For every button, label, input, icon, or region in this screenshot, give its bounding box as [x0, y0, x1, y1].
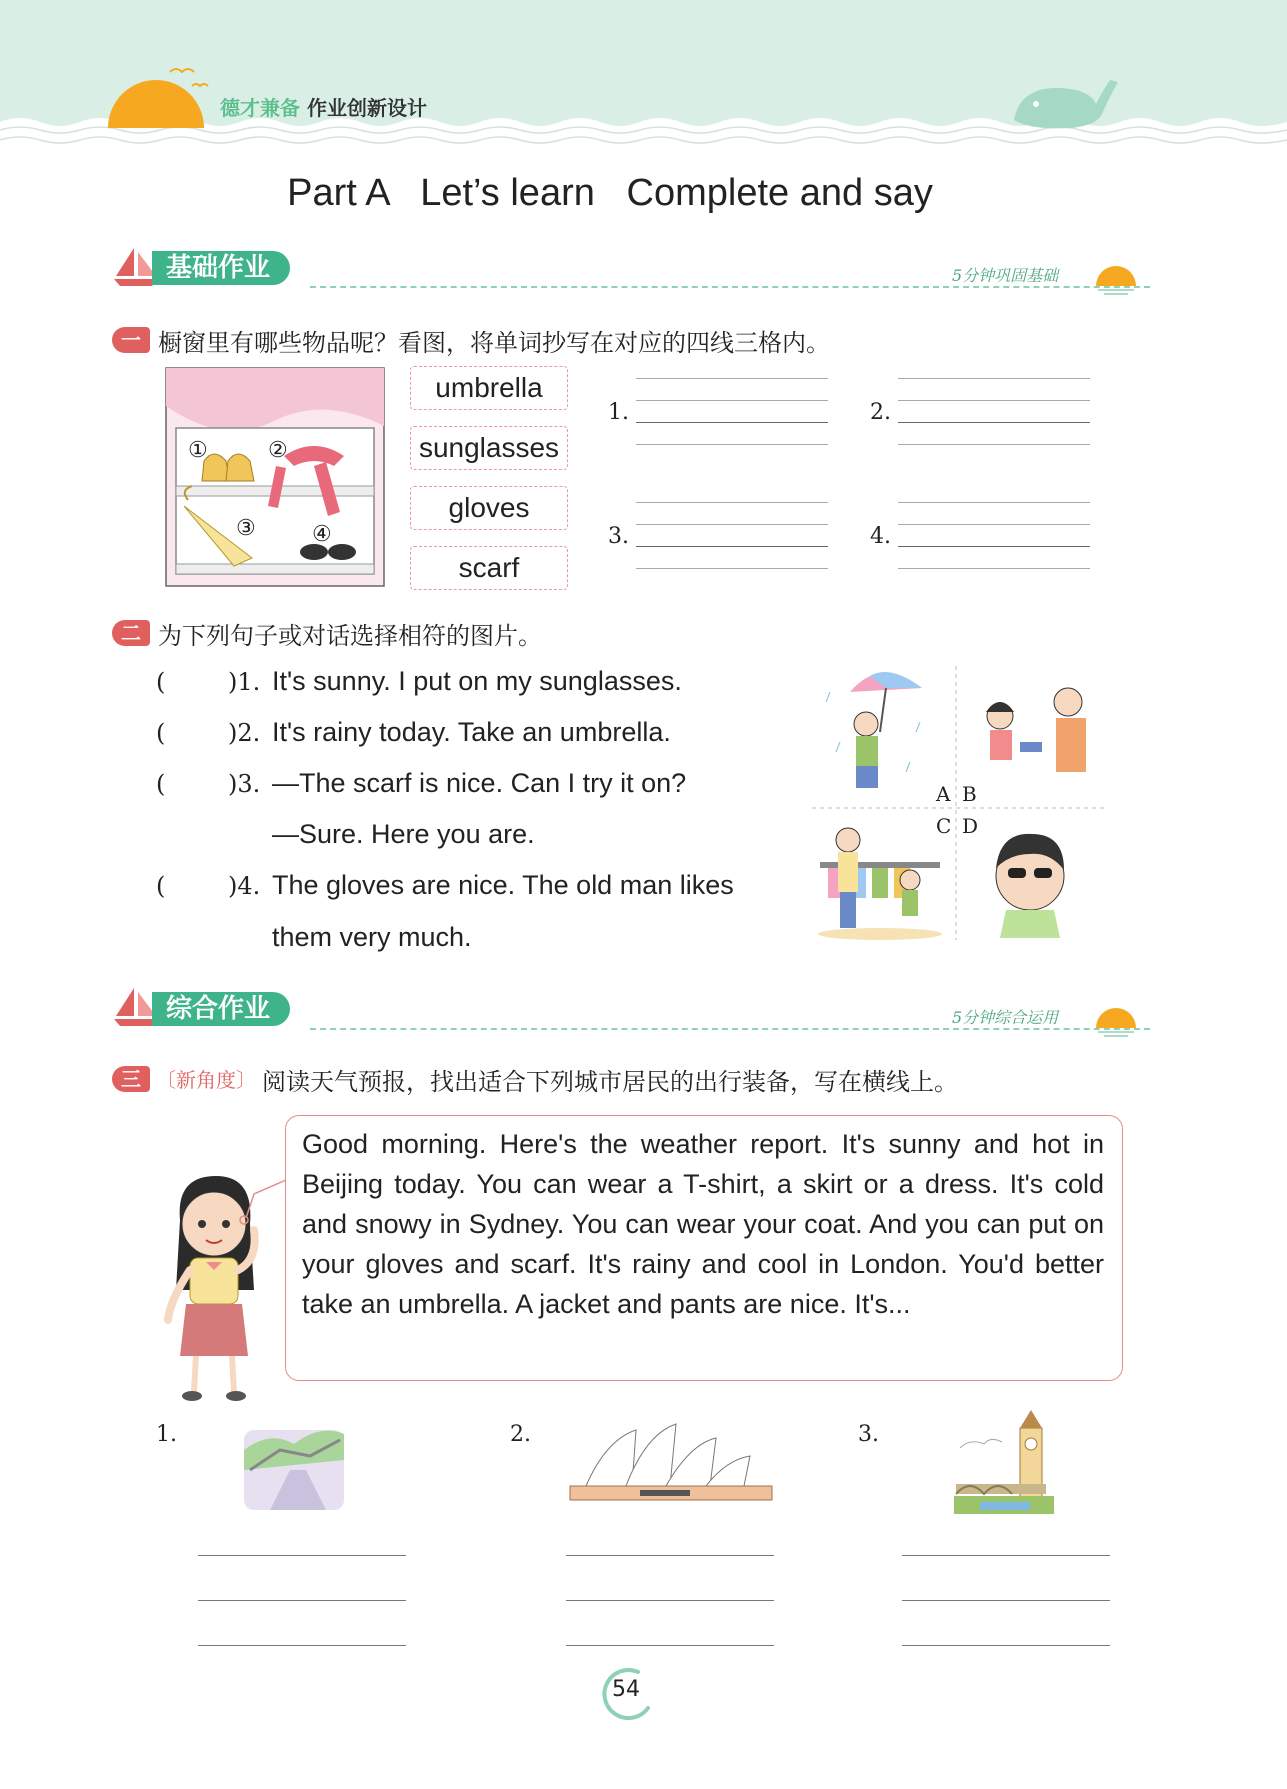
city-number-2: 2.	[510, 1422, 531, 1447]
sentence-3-line-2: —Sure. Here you are.	[272, 819, 535, 849]
picture-label-4: ④	[312, 522, 332, 547]
blank-number-3: 3.	[608, 524, 629, 549]
page-number: 54	[612, 1677, 640, 1702]
brand-black-text: 作业创新设计	[306, 96, 427, 120]
item-number-4: )4.	[228, 872, 261, 900]
answer-line-2a[interactable]	[566, 1555, 774, 1556]
question-3-instruction: 阅读天气预报，找出适合下列城市居民的出行装备，写在横线上。	[262, 1068, 958, 1096]
picture-label-2: ②	[268, 438, 288, 463]
sentence-4-line-1: The gloves are nice. The old man likes	[272, 870, 734, 900]
answer-paren-3[interactable]: (	[156, 770, 166, 798]
item-number-2: )2.	[228, 719, 261, 747]
section-basic-tag: 基础作业	[152, 251, 290, 285]
answer-line-1c[interactable]	[198, 1645, 406, 1646]
small-sun-icon	[1094, 256, 1142, 296]
picture-label-c: C	[936, 814, 952, 838]
sydney-opera-house-illustration	[566, 1420, 776, 1510]
section-divider	[310, 286, 1150, 288]
answer-line-1b[interactable]	[198, 1600, 406, 1601]
item-number-3: )3.	[228, 770, 261, 798]
answer-paren-2[interactable]: (	[156, 719, 166, 747]
answer-paren-4[interactable]: (	[156, 872, 166, 900]
answer-line-1a[interactable]	[198, 1555, 406, 1556]
section-comprehensive-duration: 5分钟综合运用	[952, 1008, 1059, 1027]
brand-label	[220, 92, 427, 121]
weather-report-text: Good morning. Here's the weather report. It's sunny and hot in Beijing today. You can wear a T-shirt, a skirt or a dress. It's cold and snowy in Sydney. You can wear your coat. And you can put on your gloves and scarf. It's rainy and cool in London. You'd better take an umbrella. A jacket and pants are nice. It's...	[302, 1129, 1104, 1319]
word-box-umbrella: umbrella	[410, 366, 568, 410]
answer-line-2c[interactable]	[566, 1645, 774, 1646]
question-1-instruction: 橱窗里有哪些物品呢？看图，将单词抄写在对应的四线三格内。	[158, 329, 830, 357]
city-number-3: 3.	[858, 1422, 879, 1447]
section-basic-duration: 5分钟巩固基础	[952, 266, 1059, 285]
item-number-1: )1.	[228, 668, 261, 696]
question-1-badge: 一	[112, 327, 150, 353]
writing-grid-2[interactable]	[898, 378, 1090, 446]
blank-number-1: 1.	[608, 400, 629, 425]
sentence-4-line-2: them very much.	[272, 922, 472, 952]
sentence-3-line-1: —The scarf is nice. Can I try it on?	[272, 768, 687, 798]
blank-number-2: 2.	[870, 400, 891, 425]
writing-grid-3[interactable]	[636, 502, 828, 570]
section-divider-2	[310, 1028, 1150, 1030]
blank-number-4: 4.	[870, 524, 891, 549]
city-number-1: 1.	[156, 1422, 177, 1447]
question-2-badge: 二	[112, 620, 150, 646]
page-header	[0, 0, 1287, 150]
picture-label-a: A	[936, 782, 951, 806]
picture-label-d: D	[962, 814, 979, 838]
word-box-gloves: gloves	[410, 486, 568, 530]
answer-line-2b[interactable]	[566, 1600, 774, 1601]
writing-grid-4[interactable]	[898, 502, 1090, 570]
writing-grid-1[interactable]	[636, 378, 828, 446]
question-2-instruction: 为下列句子或对话选择相符的图片。	[158, 622, 542, 650]
picture-label-b: B	[962, 782, 977, 806]
sentence-2: It's rainy today. Take an umbrella.	[272, 717, 671, 747]
word-box-scarf: scarf	[410, 546, 568, 590]
answer-paren-1[interactable]: (	[156, 668, 166, 696]
answer-line-3c[interactable]	[902, 1645, 1110, 1646]
speech-connector	[236, 1178, 288, 1226]
beijing-great-wall-illustration	[240, 1410, 348, 1514]
sun-icon	[100, 60, 210, 130]
picture-label-3: ③	[236, 516, 256, 541]
page-title: Part A Let’s learn Complete and say	[287, 172, 933, 214]
picture-label-1: ①	[188, 438, 208, 463]
question-3-badge: 三	[112, 1066, 150, 1092]
whale-icon	[1010, 74, 1120, 134]
brand-green-text: 德才兼备	[220, 96, 300, 120]
answer-line-3a[interactable]	[902, 1555, 1110, 1556]
sentence-1: It's sunny. I put on my sunglasses.	[272, 666, 682, 696]
small-sun-icon-2	[1094, 998, 1142, 1038]
section-comprehensive-tag: 综合作业	[152, 992, 290, 1026]
picture-grid-abcd	[810, 662, 1110, 944]
answer-line-3b[interactable]	[902, 1600, 1110, 1601]
word-box-sunglasses: sunglasses	[410, 426, 568, 470]
london-big-ben-illustration	[950, 1408, 1060, 1518]
question-3-tag: 〔新角度〕	[156, 1068, 256, 1092]
shop-window-illustration	[164, 366, 386, 588]
